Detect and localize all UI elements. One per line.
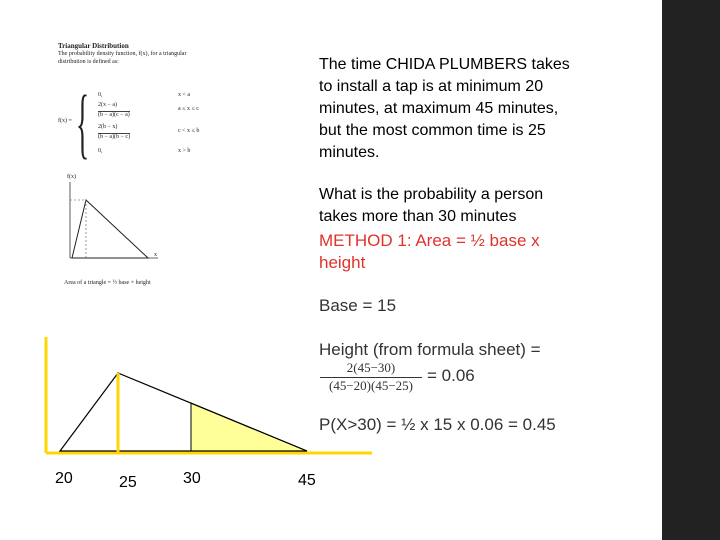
method-line-1: METHOD 1: Area = ½ base x: [319, 231, 540, 250]
triangle-area-note: Area of a triangle = ½ base × height: [64, 280, 151, 286]
mini-plot-y-label: f(x): [67, 174, 76, 180]
case3-denominator: (b − a)(b − c): [98, 134, 131, 140]
method-line-2: height: [319, 253, 366, 272]
tick-label-20: 20: [55, 470, 73, 487]
problem-line-4: but the most common time is 25: [319, 122, 546, 139]
case1-condition: x < a: [178, 92, 191, 98]
case2-condition: a ≤ x ≤ c: [178, 106, 199, 112]
probability-line: P(X>30) = ½ x 15 x 0.06 = 0.45: [319, 415, 556, 434]
tick-label-25: 25: [119, 474, 137, 491]
case4-value: 0,: [98, 148, 103, 154]
reference-intro-1: The probability density function, f(x), for a triangular: [58, 51, 187, 57]
problem-line-5: minutes.: [319, 144, 380, 161]
mini-plot-x-label: x: [154, 252, 157, 258]
fx-label: f(x) =: [58, 118, 72, 124]
tick-label-45: 45: [298, 472, 316, 489]
fraction-denominator: (45−20)(45−25): [329, 378, 413, 393]
case3-condition: c < x ≤ b: [178, 128, 200, 134]
fraction-numerator: 2(45−30): [320, 360, 422, 378]
case1-value: 0,: [98, 92, 103, 98]
question-line-2: takes more than 30 minutes: [319, 208, 517, 225]
case4-condition: x > b: [178, 148, 191, 154]
problem-line-1: The time CHIDA PLUMBERS takes: [319, 56, 570, 73]
case3-numerator: 2(b − x): [98, 124, 118, 130]
problem-line-2: to install a tap is at minimum 20: [319, 78, 544, 95]
fraction-result: = 0.06: [427, 366, 475, 385]
problem-line-3: minutes, at maximum 45 minutes,: [319, 100, 559, 117]
tick-label-30: 30: [183, 470, 201, 487]
base-line: Base = 15: [319, 296, 397, 315]
case2-numerator: 2(x − a): [98, 102, 118, 108]
height-label: Height (from formula sheet) =: [319, 340, 541, 359]
question-line-1: What is the probability a person: [319, 186, 544, 203]
reference-title: Triangular Distribution: [58, 42, 129, 50]
case2-denominator: (b − a)(c − a): [98, 112, 130, 118]
reference-intro-2: distribution is defined as:: [58, 59, 119, 65]
formula-brace: {: [76, 79, 90, 166]
